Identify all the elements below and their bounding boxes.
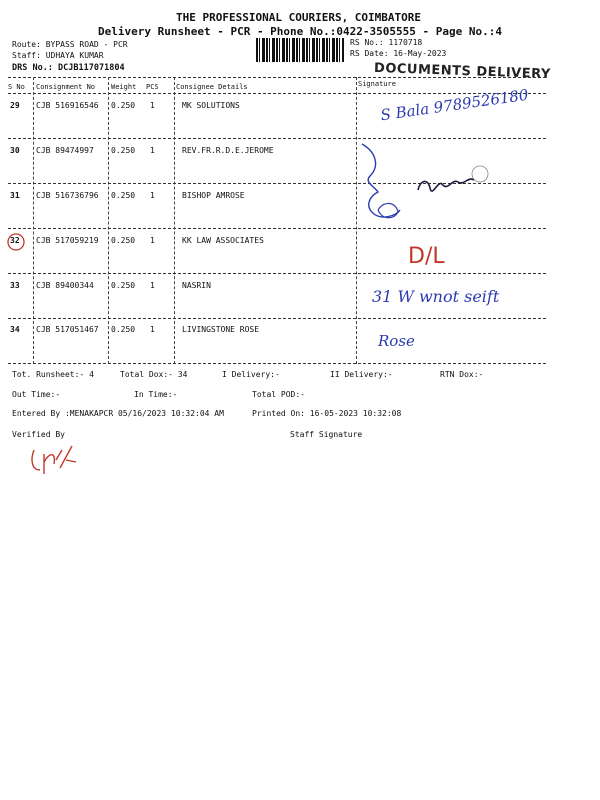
row-consignee: MK SOLUTIONS	[182, 101, 240, 110]
col-divider	[356, 77, 357, 364]
col-header-sno: S No	[8, 83, 25, 91]
total-runsheet: Tot. Runsheet:- 4	[12, 370, 94, 379]
row-weight: 0.250	[111, 281, 136, 290]
col-divider	[108, 77, 109, 364]
row-consignment: CJB 89474997	[36, 146, 94, 155]
drs-number: DRS No.: DCJB117071804	[12, 63, 125, 73]
total-pod: Total POD:-	[252, 390, 305, 399]
row-consignment: CJB 516736796	[36, 191, 99, 200]
row-sno: 32	[10, 236, 20, 245]
table-bottom-rule	[8, 363, 546, 364]
staff-signature-label: Staff Signature	[290, 430, 363, 439]
row-rule	[8, 183, 546, 184]
row-weight: 0.250	[111, 101, 136, 110]
barcode-image	[256, 38, 344, 62]
col-header-consignee: Consignee Details	[176, 83, 248, 91]
row-pcs: 1	[150, 191, 155, 200]
row-consignee: NASRIN	[182, 281, 211, 290]
row-rule	[8, 228, 546, 229]
row-pcs: 1	[150, 325, 155, 334]
handwritten-signature-row-33: 31 W wnot seift	[372, 287, 500, 306]
row-weight: 0.250	[111, 146, 136, 155]
col-header-pcs: PCS	[146, 83, 159, 91]
row-consignee: LIVINGSTONE ROSE	[182, 325, 260, 334]
runsheet-title: Delivery Runsheet - PCR - Phone No.:0422-3505555 - Page No.:4	[98, 25, 502, 38]
row-sno: 30	[10, 146, 20, 155]
row-rule	[8, 138, 546, 139]
staff-label: Staff: UDHAYA KUMAR	[12, 51, 104, 60]
row-sno: 34	[10, 325, 20, 334]
row-pcs: 1	[150, 101, 155, 110]
col-header-consignment: Consignment No	[36, 83, 96, 91]
handwritten-signature-row-30-31	[356, 140, 506, 230]
verifier-signature	[26, 440, 86, 480]
row-weight: 0.250	[111, 325, 136, 334]
row-consignment: CJB 517059219	[36, 236, 99, 245]
handwritten-signature-row-34: Rose	[378, 332, 415, 350]
col-divider	[33, 77, 34, 364]
row-consignment: CJB 516916546	[36, 101, 99, 110]
row-consignment: CJB 517051467	[36, 325, 99, 334]
row-consignee: REV.FR.R.D.E.JEROME	[182, 146, 274, 155]
out-time: Out Time:-	[12, 390, 61, 399]
total-dox: Total Dox:- 34	[120, 370, 188, 379]
row-rule	[8, 318, 546, 319]
table-top-rule	[8, 77, 546, 78]
row-pcs: 1	[150, 236, 155, 245]
handwritten-mark-row-32: D/L	[408, 244, 445, 269]
rs-number: RS No.: 1170718	[350, 38, 423, 47]
row-sno: 33	[10, 281, 20, 290]
documents-delivery-stamp: DOCUMENTS DELIVERY	[373, 60, 552, 83]
row-pcs: 1	[150, 281, 155, 290]
row-sno: 31	[10, 191, 20, 200]
in-time: In Time:-	[134, 390, 178, 399]
company-name: THE PROFESSIONAL COURIERS, COIMBATORE	[176, 11, 422, 24]
row-sno: 29	[10, 101, 20, 110]
row-pcs: 1	[150, 146, 155, 155]
rs-date: RS Date: 16-May-2023	[350, 49, 447, 58]
entered-by: Entered By :MENAKAPCR 05/16/2023 10:32:04 AM	[12, 409, 224, 418]
handwritten-signature-row-29: S Bala 9789526180	[379, 85, 530, 125]
rtn-dox: RTN Dox:-	[440, 370, 484, 379]
row-consignment: CJB 89400344	[36, 281, 94, 290]
row-rule	[8, 273, 546, 274]
route-label: Route: BYPASS ROAD - PCR	[12, 40, 128, 49]
ii-delivery: II Delivery:-	[330, 370, 393, 379]
row-consignee: BISHOP AMROSE	[182, 191, 245, 200]
col-header-weight: Weight	[111, 83, 137, 91]
verified-by-label: Verified By	[12, 430, 65, 439]
i-delivery: I Delivery:-	[222, 370, 280, 379]
row-consignee: KK LAW ASSOCIATES	[182, 236, 264, 245]
col-header-signature: Signature	[358, 80, 396, 88]
col-divider	[174, 77, 175, 364]
row-weight: 0.250	[111, 191, 136, 200]
printed-on: Printed On: 16-05-2023 10:32:08	[252, 409, 402, 418]
row-weight: 0.250	[111, 236, 136, 245]
